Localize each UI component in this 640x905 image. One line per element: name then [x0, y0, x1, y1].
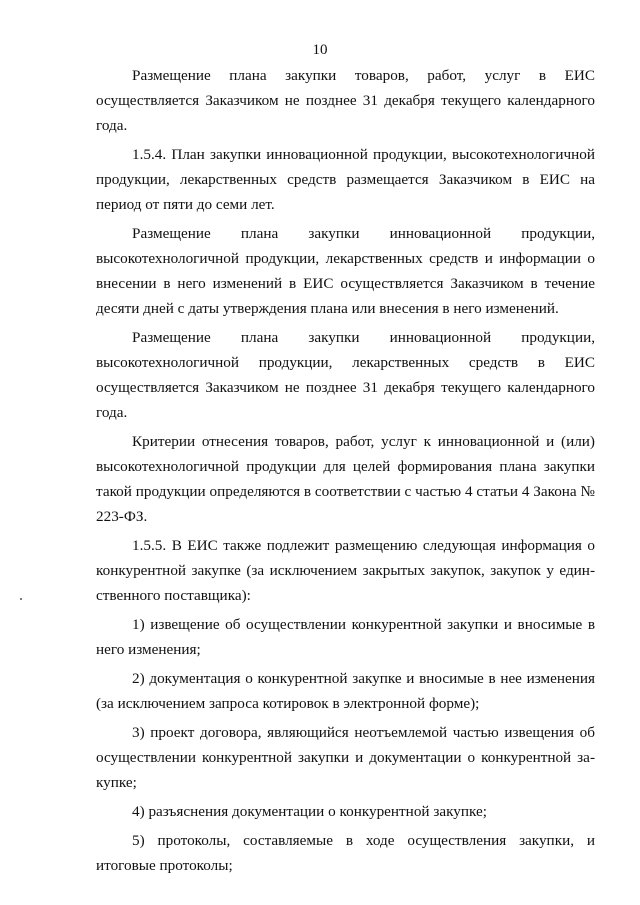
paragraph: Размещение плана закупки инновационной продукции, высокотехнологичной продукции, лекарственных средств и информации о внесении в него изменений в ЕИС осуществляется Заказчиком в течение десяти дней с даты утверждения плана или внесения в него изменений.: [96, 225, 595, 317]
list-item: 4) разъяснения документации о конкурентной закупке;: [132, 803, 487, 820]
list-item: 1) извещение об осуществлении конкурентной закупки и вносимые в него изменения;: [96, 616, 595, 658]
paragraph: Критерии отнесения товаров, работ, услуг к инновационной и (или) высокотехнологичной продукции для целей формирования плана закупки такой продукции определяются в соответствии с частью 4 статьи 4 Закона № 223-ФЗ.: [96, 433, 595, 525]
paragraph: 1.5.4. План закупки инновационной продукции, высокотехнологичной продукции, лекарственных средств размещается Заказчиком в ЕИС на период от пяти до семи лет.: [96, 146, 595, 213]
document-body: [96, 63, 595, 882]
paragraph: Размещение плана закупки инновационной продукции, высокотехнологичной продукции, лекарственных средств в ЕИС осуществляется Заказчиком не позднее 31 декабря текущего календарного года.: [96, 329, 595, 421]
scan-speck: [20, 598, 22, 600]
paragraph: Размещение плана закупки товаров, работ, услуг в ЕИС осуществляется Заказчиком не позднее 31 декабря текущего календарного года.: [96, 67, 595, 134]
paragraph: 1.5.5. В ЕИС также подлежит размещению следующая информация о конкурентной закупке (за исключением закрытых закупок, закупок у единственного поставщика):: [96, 537, 595, 604]
list-item: 5) протоколы, составляемые в ходе осуществления закупки, и итоговые протоколы;: [96, 832, 595, 874]
list-item: 2) документация о конкурентной закупке и вносимые в нее изменения (за исключением запроса котировок в электронной форме);: [96, 670, 595, 712]
list-item: 3) проект договора, являющийся неотъемлемой частью извещения об осуществлении конкурентной закупки и документации о конкурентной закупке;: [96, 724, 595, 791]
page-number: 10: [312, 42, 328, 58]
